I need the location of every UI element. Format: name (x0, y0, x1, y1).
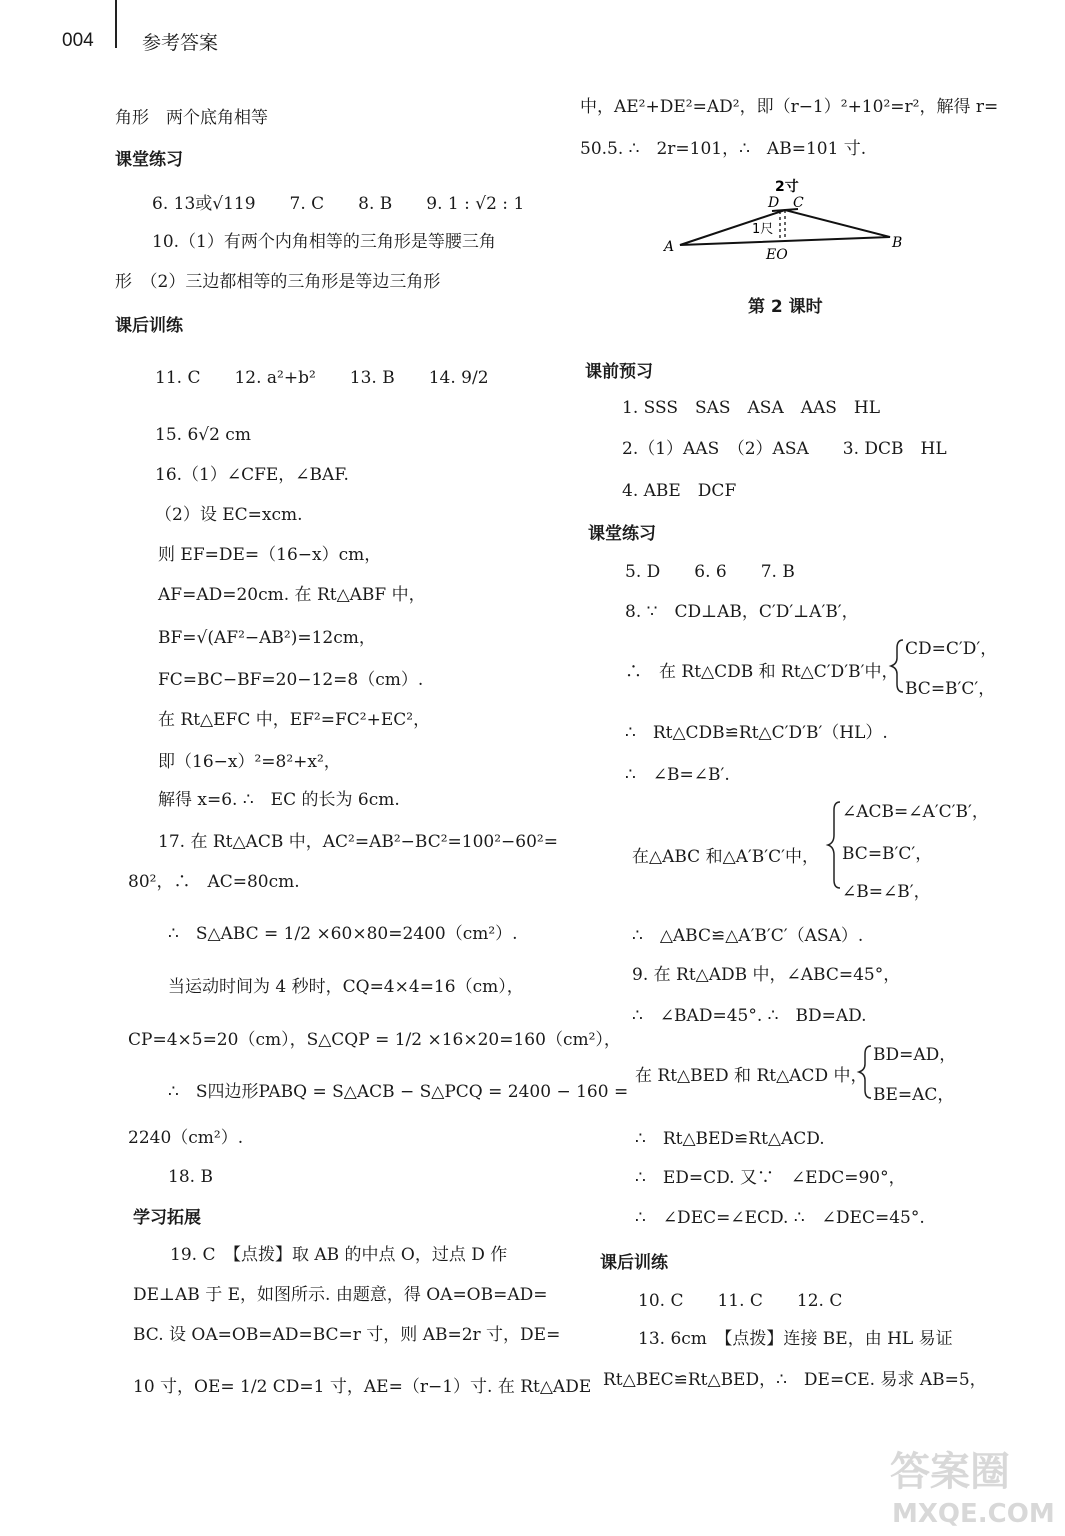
left-line: 则 EF=DE=（16−x）cm， (158, 545, 382, 565)
left-line: 即（16−x）²=8²+x²， (158, 752, 341, 772)
right-line: 8. ∵ CD⊥AB，C′D′⊥A′B′， (625, 602, 859, 622)
left-line: 10 寸，OE= 1/2 CD=1 寸，AE=（r−1）寸. 在 Rt△ADE (133, 1377, 592, 1397)
left-line: （2）设 EC=xcm. (155, 505, 303, 525)
right-line: 1. SSS SAS ASA AAS HL (622, 398, 881, 418)
right-line: 9. 在 Rt△ADB 中，∠ABC=45°， (632, 965, 901, 985)
left-line: 形 （2）三边都相等的三角形是等边三角形 (115, 272, 441, 292)
label-foot: 1尺 (752, 222, 774, 237)
left-line: 18. B (168, 1167, 213, 1187)
right-line: ∴ ∠B=∠B′. (625, 765, 730, 785)
right-line: 4. ABE DCF (622, 481, 737, 501)
left-section-heading: 学习拓展 (133, 1208, 201, 1228)
geometry-diagram (660, 175, 920, 265)
right-line: ∠ACB=∠A′C′B′， (842, 802, 989, 822)
left-line: 解得 x=6. ∴ EC 的长为 6cm. (158, 790, 400, 810)
right-line: ∴ ∠BAD=45°. ∴ BD=AD. (632, 1006, 867, 1026)
label-c: C (793, 195, 804, 211)
left-line: BC. 设 OA=OB=AD=BC=r 寸，则 AB=2r 寸，DE= (133, 1325, 561, 1345)
left-line: BF=√(AF²−AB²)=12cm， (158, 628, 376, 648)
left-line: CP=4×5=20（cm），S△CQP = 1/2 ×16×20=160（cm²）， (128, 1030, 621, 1050)
right-line: 5. D 6. 6 7. B (625, 562, 795, 582)
left-section-heading: 课后训练 (115, 316, 183, 336)
page-number: 004 (62, 30, 94, 51)
left-line: AF=AD=20cm. 在 Rt△ABF 中， (158, 585, 426, 605)
left-line: 16.（1）∠CFE，∠BAF. (155, 465, 349, 485)
right-line: 50.5. ∴ 2r=101，∴ AB=101 寸. (580, 139, 867, 159)
label-a: A (664, 239, 675, 255)
label-b: B (892, 235, 903, 251)
right-line: 在△ABC 和△A′B′C′中， (632, 847, 819, 867)
right-line: 在 Rt△BED 和 Rt△ACD 中， (635, 1066, 868, 1086)
right-line: BC=B′C′， (842, 844, 933, 864)
right-section-heading: 第 2 课时 (748, 297, 823, 317)
label-eo: EO (766, 247, 788, 263)
right-line: ∴ Rt△CDB≌Rt△C′D′B′（HL）. (625, 723, 888, 743)
right-section-heading: 课堂练习 (588, 524, 656, 544)
left-line: 角形 两个底角相等 (115, 108, 268, 128)
right-line: ∴ ED=CD. 又∵ ∠EDC=90°， (635, 1168, 906, 1188)
right-line: ∴ Rt△BED≌Rt△ACD. (635, 1129, 825, 1149)
left-line: ∴ S四边形PABQ = S△ACB − S△PCQ = 2400 − 160 = (168, 1082, 629, 1102)
left-line: ∴ S△ABC = 1/2 ×60×80=2400（cm²）. (168, 924, 518, 944)
watermark-text: 答案圈 (890, 1449, 1010, 1495)
watermark-logo (880, 1440, 1055, 1530)
right-section-heading: 课前预习 (585, 362, 653, 382)
right-line: Rt△BEC≌Rt△BED，∴ DE=CE. 易求 AB=5， (603, 1370, 987, 1390)
right-line: ∴ △ABC≌△A′B′C′（ASA）. (632, 926, 864, 946)
left-section-heading: 课堂练习 (115, 150, 183, 170)
right-line: 13. 6cm 【点拨】连接 BE，由 HL 易证 (638, 1329, 953, 1349)
left-line: FC=BC−BF=20−12=8（cm）. (158, 670, 424, 690)
right-line: BC=B′C′， (905, 679, 996, 699)
right-line: CD=C′D′， (905, 639, 998, 659)
left-line: 15. 6√2 cm (155, 425, 251, 445)
left-line: 当运动时间为 4 秒时，CQ=4×4=16（cm）， (168, 977, 524, 997)
right-line: 2.（1）AAS （2）ASA 3. DCB HL (622, 439, 947, 459)
label-top: 2寸 (775, 179, 799, 195)
left-line: 2240（cm²）. (128, 1128, 244, 1148)
left-line: 在 Rt△EFC 中，EF²=FC²+EC²， (158, 710, 431, 730)
right-section-heading: 课后训练 (600, 1253, 668, 1273)
right-line: 10. C 11. C 12. C (638, 1291, 843, 1311)
page-title: 参考答案 (142, 32, 219, 54)
left-line: 11. C 12. a²+b² 13. B 14. 9/2 (155, 368, 489, 388)
right-line: ∴ 在 Rt△CDB 和 Rt△C′D′B′中， (625, 662, 899, 682)
left-line: 80²，∴ AC=80cm. (128, 872, 300, 892)
right-line: BE=AC， (873, 1085, 955, 1105)
label-d: D (768, 195, 780, 211)
right-line: ∴ ∠DEC=∠ECD. ∴ ∠DEC=45°. (635, 1208, 925, 1228)
watermark-url: MXQE.COM (892, 1499, 1055, 1529)
left-line: 10.（1）有两个内角相等的三角形是等腰三角 (152, 232, 496, 252)
left-line: 6. 13或√119 7. C 8. B 9. 1 : √2 : 1 (152, 194, 525, 214)
right-line: ∠B=∠B′， (842, 882, 931, 902)
left-line: DE⊥AB 于 E，如图所示. 由题意，得 OA=OB=AD= (133, 1285, 548, 1305)
right-line: 中，AE²+DE²=AD²，即（r−1）²+10²=r²，解得 r= (580, 97, 999, 117)
left-line: 19. C 【点拨】取 AB 的中点 O，过点 D 作 (170, 1245, 508, 1265)
right-line: BD=AD， (873, 1045, 957, 1065)
left-line: 17. 在 Rt△ACB 中，AC²=AB²−BC²=100²−60²= (158, 832, 558, 852)
